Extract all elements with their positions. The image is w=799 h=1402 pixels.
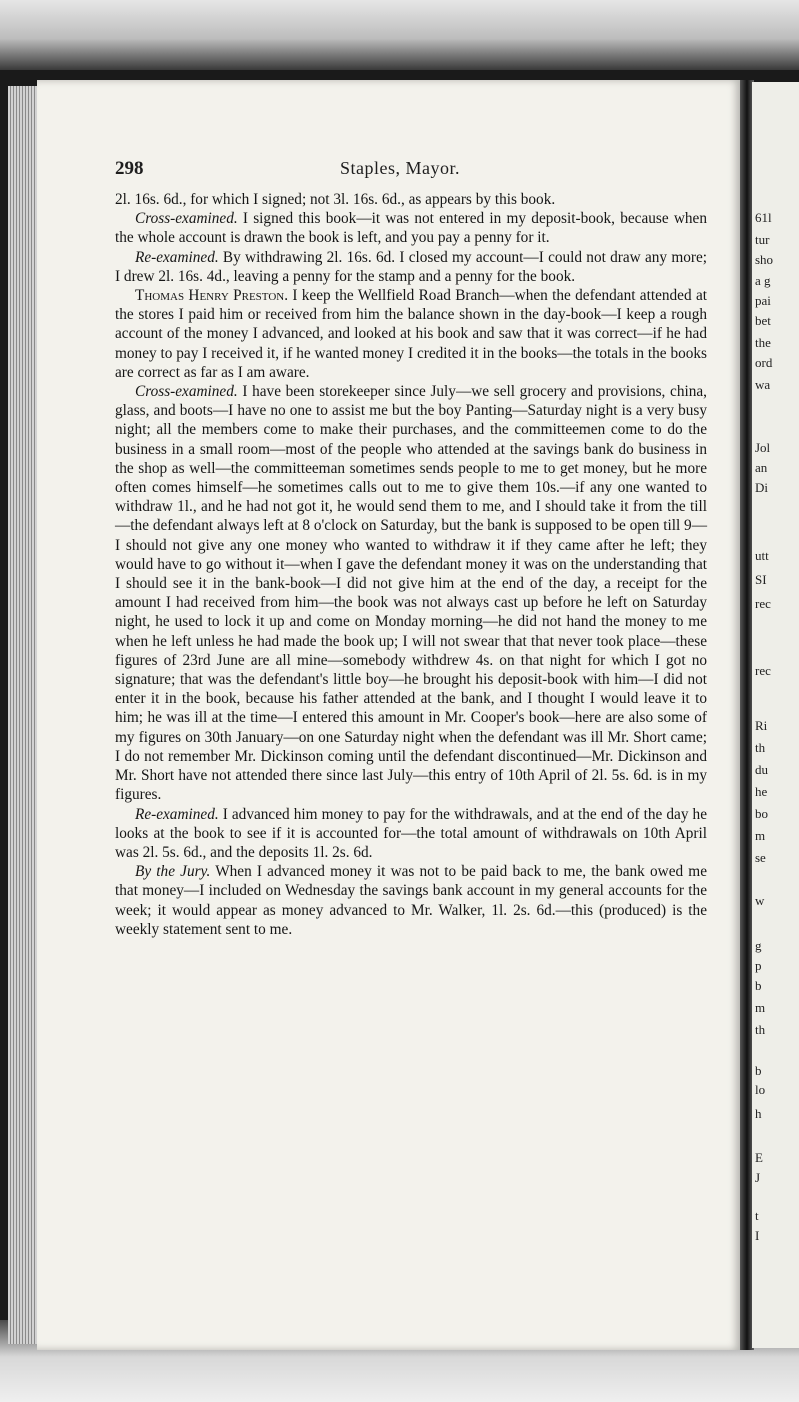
paragraph-lead: Cross-examined. (135, 383, 238, 401)
facing-page-fragment: 61l (755, 210, 772, 225)
facing-page-fragment: utt (755, 548, 769, 563)
facing-page-fragment: th (755, 1022, 766, 1037)
paragraph-lead: Re-examined. (135, 248, 219, 266)
facing-page-fragment: t (755, 1208, 759, 1223)
facing-page-fragment: E (755, 1150, 763, 1165)
paragraph-text: By withdrawing 2l. 16s. 6d. I closed my account—I could not draw any more; I drew 2l. 16s. 4d., leaving a penny for the stamp and a penny for the book. (115, 248, 707, 285)
facing-page-fragment: the (755, 335, 771, 350)
facing-page-fragment: se (755, 850, 766, 865)
facing-page-fragment: b (755, 978, 762, 993)
facing-page-fragment: th (755, 740, 766, 755)
facing-page-fragment: J (755, 1170, 761, 1185)
paragraph-lead: By the Jury. (135, 863, 211, 881)
facing-page-fragment: wa (755, 377, 771, 392)
facing-page-fragment: ord (755, 355, 773, 370)
facing-page-fragment: rec (755, 663, 771, 678)
paragraph-text: I signed this book—it was not entered in my deposit-book, because when the whole account is drawn the book is left, and you pay a penny for it. (115, 210, 707, 247)
facing-page-fragment: lo (755, 1082, 766, 1097)
facing-page-fragment: m (755, 1000, 766, 1015)
facing-page-fragment: b (755, 1063, 762, 1078)
facing-page-fragment: m (755, 828, 766, 843)
book-page-edges (8, 86, 38, 1344)
facing-page-fragment: tur (755, 232, 770, 247)
facing-page-fragment: I (755, 1228, 760, 1243)
facing-page-fragment: bet (755, 313, 771, 328)
scan-top-background (0, 0, 799, 70)
running-head: Staples, Mayor. (340, 158, 460, 178)
facing-page-fragment: he (755, 784, 768, 799)
facing-page-fragment: p (755, 958, 762, 973)
facing-page (752, 82, 799, 1348)
paragraph (115, 248, 707, 286)
body-text (115, 190, 707, 939)
page-number: 298 (115, 158, 144, 179)
facing-page-fragment: pai (755, 293, 771, 308)
facing-page-fragment: Ri (755, 718, 768, 733)
facing-page-fragment: h (755, 1106, 762, 1121)
paragraph (115, 209, 707, 247)
witness-name: Thomas Henry Preston. (135, 287, 289, 305)
paragraph-text: When I advanced money it was not to be paid back to me, the bank owed me that money—I included on Wednesday the savings bank account in my general accounts for the week; it would appear as money advanced to Mr. Walker, 1l. 2s. 6d.—this (produced) is the weekly statement sent to me. (115, 863, 707, 938)
paragraph (115, 286, 707, 382)
paragraph-lead: Cross-examined. (135, 210, 238, 228)
facing-page-fragment: w (755, 893, 765, 908)
facing-page-fragment: sho (755, 252, 774, 267)
paragraph-text: I keep the Wellfield Road Branch—when the defendant attended at the stores I paid him or received from him the balance shown in the day-book—I keep a rough account of the money I advanced, and looked at his book and saw that it was correct—if he had money to pay I received it, if he wanted money I credited it in the books—the totals in the books are correct as far as I am aware. (115, 287, 707, 381)
facing-page-fragment: Jol (755, 440, 771, 455)
paragraph (115, 382, 707, 804)
paragraph (115, 862, 707, 939)
paragraph (115, 190, 707, 209)
facing-page-fragment: g (755, 938, 762, 953)
paragraph (115, 805, 707, 863)
facing-page-fragment: rec (755, 596, 771, 611)
paragraph-text: I advanced him money to pay for the withdrawals, and at the end of the day he looks at the book to see if it is accounted for—the total amount of withdrawals on 10th April was 2l. 5s. 6d., and the deposits 1l. 2s. 6d. (115, 805, 707, 861)
paragraph-lead: Re-examined. (135, 805, 219, 823)
facing-page-fragment: SI (755, 572, 767, 587)
facing-page-fragment: Di (755, 480, 768, 495)
facing-page-fragment: bo (755, 806, 768, 821)
facing-page-fragment: a g (755, 273, 771, 288)
facing-page-fragment: an (755, 460, 768, 475)
paragraph-text: 2l. 16s. 6d., for which I signed; not 3l. 16s. 6d., as appears by this book. (115, 191, 556, 208)
paragraph-text: I have been storekeeper since July—we sell grocery and provisions, china, glass, and boots—I have no one to assist me but the boy Panting—Saturday night is a very busy night; all the members come to make their purchases, and the committeemen come to do the business in a small room—most of the people who attended at the savings bank do business in the shop as well—the committeeman sometimes sends people to me to get money, but he more often comes himself—he sometimes calls out to me to give them 10s.—if any one wanted to withdraw 1l., and he had not got it, he would send them to me, and I should take it from the till—the defendant always left at 8 o'clock on Saturday, but the bank is supposed to be open till 9—I should not give any one money who wanted to withdraw it if they came after he left; they would have to go without it—when I gave the defendant money it was on the understanding that I should see it in the bank-book—I did not give him at the end of the day, a receipt for the amount I had received from him—the book was not always cast up before he left on Saturday night, he used to lock it up and come on Monday morning—he did not hand the money to me when he left unless he had made the book up; I will not swear that that never took place—these figures of 23rd June are all mine—somebody withdrew 4s. on that night for which I got no signature; that was the defendant's little boy—he brought his deposit-book with him—I did not enter it in the book, because his father attended at the bank, and I thought I would leave it to him; he was ill at the time—I entered this amount in Mr. Cooper's book—here are also some of my figures on 30th January—on one Saturday night when the defendant was ill Mr. Short came; I do not remember Mr. Dickinson coming until the defendant discontinued—Mr. Dickinson and Mr. Short have not attended there since last July—this entry of 10th April of 2l. 5s. 6d. is in my figures. (115, 383, 707, 804)
facing-page-fragment: du (755, 762, 768, 777)
